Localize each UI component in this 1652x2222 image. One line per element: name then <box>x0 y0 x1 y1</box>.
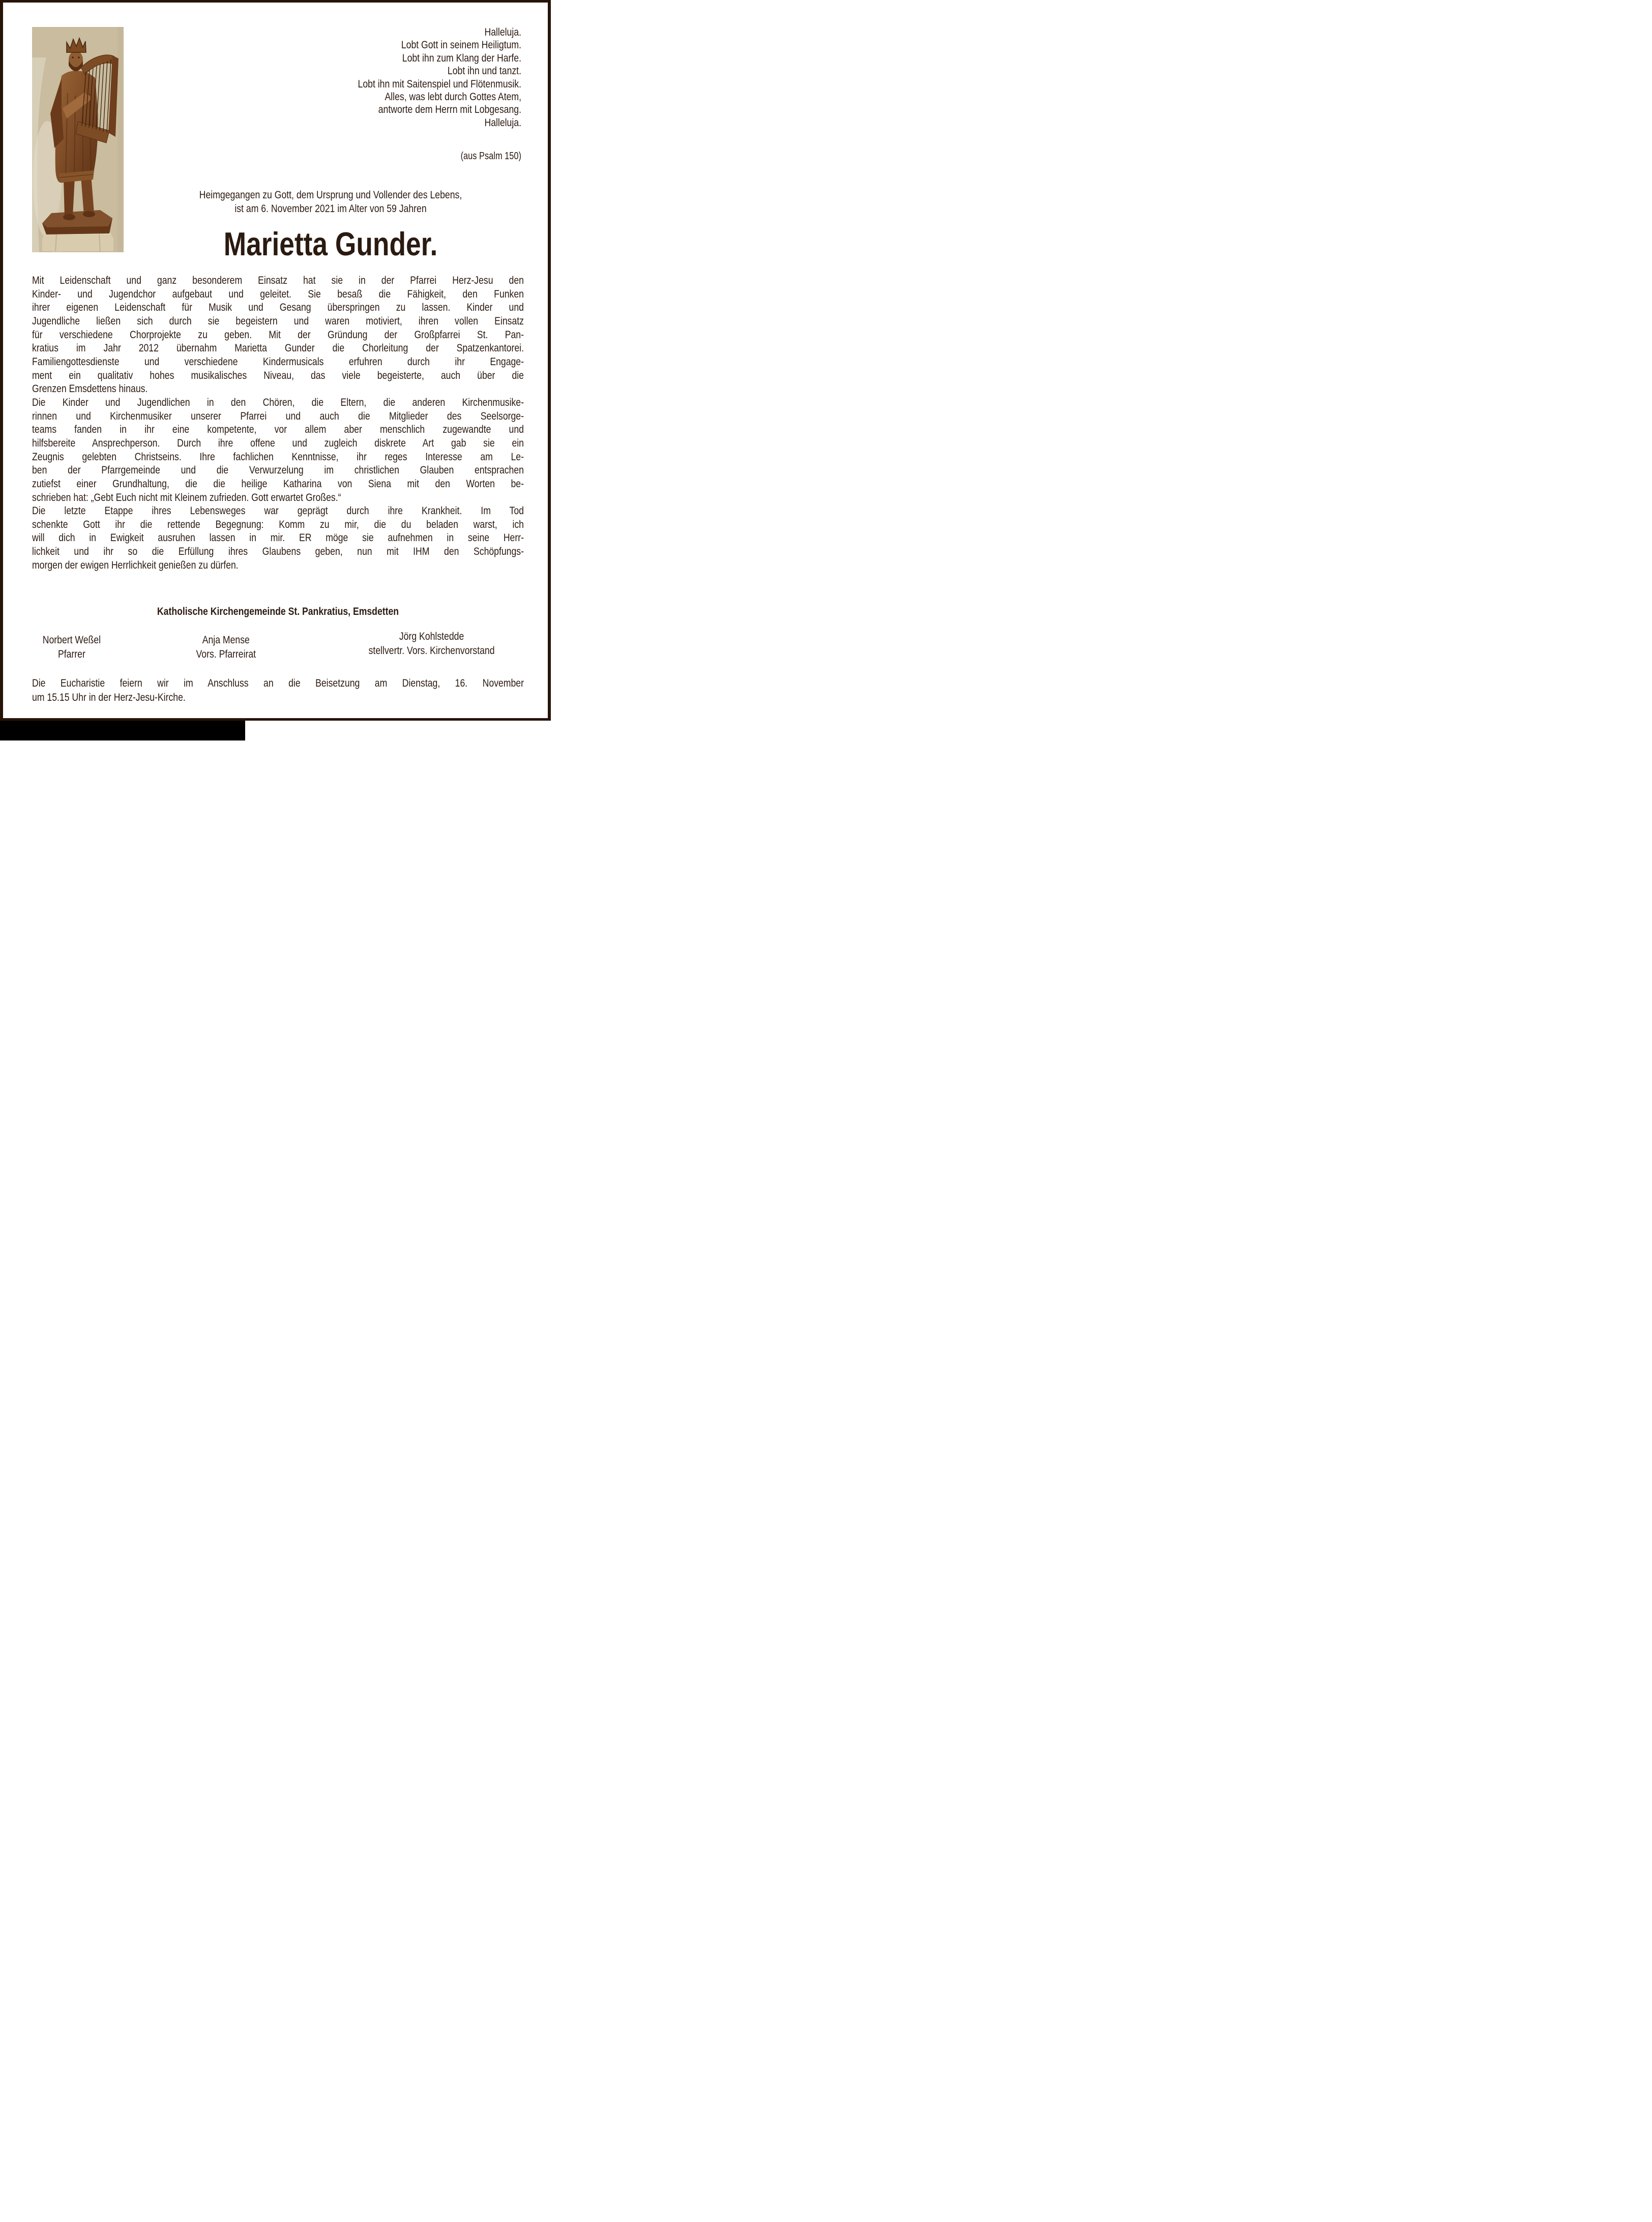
psalm-quote <box>32 26 521 129</box>
signatories-row <box>32 630 524 669</box>
psalm-line: Alles, was lebt durch Gottes Atem, <box>385 91 521 103</box>
body-line: zutiefst einer Grundhaltung, die die heilige Katharina von Siena mit den Worten be- <box>32 477 524 490</box>
church-name: Katholische Kirchengemeinde St. Pankratius, Emsdetten <box>157 605 399 617</box>
body-line: schrieben hat: „Gebt Euch nicht mit Kleinem zufrieden. Gott erwartet Großes.“ <box>32 491 341 503</box>
bottom-black-region <box>0 721 245 740</box>
signatory-role: stellvertr. Vors. Kirchenvorstand <box>368 644 495 657</box>
body-line: lichkeit und ihr so die Erfüllung ihres Glaubens geben, nun mit IHM den Schöpfungs- <box>32 545 524 558</box>
signatory-name: Norbert Weßel <box>42 634 101 646</box>
body-line: Grenzen Emsdettens hinaus. <box>32 382 148 395</box>
psalm-citation: (aus Psalm 150) <box>460 151 521 162</box>
signatory-column-pfarreirat <box>196 633 256 661</box>
deceased-name: Marietta Gunder. <box>223 225 438 262</box>
body-line: hilfsbereite Ansprechperson. Durch ihre offene und zugleich diskrete Art gab sie ein <box>32 436 524 449</box>
psalm-line: Lobt ihn und tanzt. <box>447 65 521 77</box>
obituary-body <box>32 274 524 572</box>
body-line: kratius im Jahr 2012 übernahm Marietta Gunder die Chorleitung der Spatzenkantorei. <box>32 342 524 354</box>
body-line: ben der Pfarrgemeinde und die Verwurzelung im christlichen Glauben entsprachen <box>32 464 524 477</box>
funeral-notice-line: um 15.15 Uhr in der Herz-Jesu-Kirche. <box>32 691 186 703</box>
body-line: Die letzte Etappe ihres Lebensweges war geprägt durch ihre Krankheit. Im Tod <box>32 505 524 517</box>
body-line: Mit Leidenschaft und ganz besonderem Einsatz hat sie in der Pfarrei Herz-Jesu den <box>32 274 524 286</box>
funeral-notice <box>32 676 524 704</box>
psalm-line: Halleluja. <box>484 26 521 38</box>
obituary-page <box>0 0 551 740</box>
church-name-block <box>32 605 524 618</box>
funeral-notice-line: Die Eucharistie feiern wir im Anschluss an die Beisetzung am Dienstag, 16. November <box>32 677 524 689</box>
body-line: will dich in Ewigkeit ausruhen lassen in mir. ER möge sie aufnehmen in seine Herr- <box>32 531 524 544</box>
signatory-role: Vors. Pfarreirat <box>196 647 256 660</box>
body-line: rinnen und Kirchenmusiker unserer Pfarrei und auch die Mitglieder des Seelsorge- <box>32 409 524 422</box>
psalm-line: Lobt Gott in seinem Heiligtum. <box>401 39 521 51</box>
body-line: Zeugnis gelebten Christseins. Ihre fachlichen Kenntnisse, ihr reges Interesse am Le- <box>32 450 524 463</box>
body-line: ment ein qualitativ hohes musikalisches Niveau, das viele begeisterte, auch über die <box>32 369 524 381</box>
body-line: teams fanden in ihr eine kompetente, vor allem aber menschlich zugewandte und <box>32 423 524 436</box>
psalm-line: antworte dem Herrn mit Lobgesang. <box>378 103 521 116</box>
signatory-column-kirchenvorstand <box>369 630 495 658</box>
psalm-line: Halleluja. <box>484 116 521 129</box>
intro-line: Heimgegangen zu Gott, dem Ursprung und Vollender des Lebens, <box>199 189 462 201</box>
body-line: Kinder- und Jugendchor aufgebaut und geleitet. Sie besaß die Fähigkeit, den Funken <box>32 287 524 300</box>
signatory-role: Pfarrer <box>57 647 85 660</box>
body-line: Die Kinder und Jugendlichen in den Chören, die Eltern, die anderen Kirchenmusike- <box>32 396 524 408</box>
intro-text <box>127 188 534 216</box>
body-line: morgen der ewigen Herrlichkeit genießen zu dürfen. <box>32 558 239 571</box>
psalm-line: Lobt ihn zum Klang der Harfe. <box>402 51 521 64</box>
psalm-line: Lobt ihn mit Saitenspiel und Flötenmusik. <box>358 77 521 90</box>
intro-line: ist am 6. November 2021 im Alter von 59 Jahren <box>234 202 427 215</box>
signatory-column-pfarrer <box>43 633 101 661</box>
body-line: schenkte Gott ihr die rettende Begegnung: Komm zu mir, die du beladen warst, ich <box>32 518 524 530</box>
body-line: ihrer eigenen Leidenschaft für Musik und Gesang überspringen zu lassen. Kinder und <box>32 301 524 314</box>
page-border-right <box>548 0 551 721</box>
signatory-name: Jörg Kohlstedde <box>399 630 464 642</box>
body-line: Jugendliche ließen sich durch sie begeistern und waren motiviert, ihren vollen Einsatz <box>32 314 524 327</box>
page-border-left <box>0 0 3 721</box>
body-line: Familiengottesdienste und verschiedene Kindermusicals erfuhren durch ihr Engage- <box>32 355 524 368</box>
page-border-top <box>0 0 551 3</box>
body-line: für verschiedene Chorprojekte zu geben. Mit der Gründung der Großpfarrei St. Pan- <box>32 328 524 341</box>
deceased-name-block <box>127 227 534 261</box>
signatory-name: Anja Mense <box>202 634 250 646</box>
psalm-citation-wrap <box>32 150 521 162</box>
